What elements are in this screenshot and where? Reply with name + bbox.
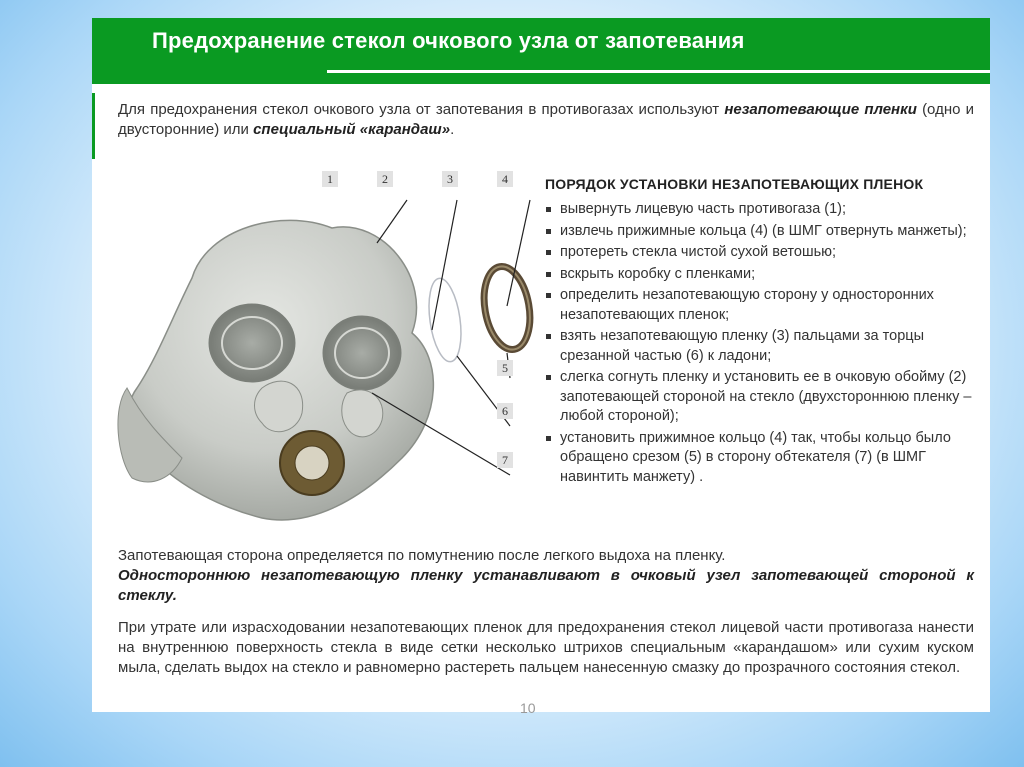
figure-label-2: 2 (377, 171, 393, 187)
figure-label-7: 7 (497, 452, 513, 468)
figure-label-5: 5 (497, 360, 513, 376)
slide (92, 18, 990, 712)
header-underline (327, 70, 990, 73)
step-item: слегка согнуть пленку и установить ее в очковую обойму (2) запотевающей стороной на стекло (двухстороннюю пленку – любой стороной); (542, 368, 982, 427)
step-item: установить прижимное кольцо (4) так, чтобы кольцо было обращено срезом (5) в сторону обтекателя (7) (в ШМГ навинтить манжету) . (542, 429, 982, 488)
antifog-film (424, 276, 465, 363)
step-item: вывернуть лицевую часть противогаза (1); (542, 200, 982, 220)
page-number: 10 (520, 700, 536, 716)
intro-text-2: (одно и двусторонние) или (118, 101, 975, 138)
intro-text-3: . (450, 121, 455, 138)
step-item: взять незапотевающую пленку (3) пальцами за торцы срезанной частью (6) к ладони; (542, 327, 982, 366)
figure-label-3: 3 (442, 171, 458, 187)
intro-text-1: Для предохранения стекол очкового узла от запотевания в противогазах используют (118, 101, 725, 118)
step-item: протереть стекла чистой сухой ветошью; (542, 243, 982, 263)
intro-bold-films: незапотевающие пленки (724, 101, 917, 118)
steps-list (542, 200, 982, 487)
step-item: вскрыть коробку с пленками; (542, 265, 982, 285)
steps-title: ПОРЯДОК УСТАНОВКИ НЕЗАПОТЕВАЮЩИХ ПЛЕНОК (545, 176, 924, 192)
right-fairing (342, 390, 383, 437)
side-accent-bar (92, 93, 95, 159)
header-bar (92, 18, 990, 84)
fogging-side-note: Запотевающая сторона определяется по помутнению после легкого выдоха на пленку. (118, 547, 726, 564)
pencil-instruction: При утрате или израсходовании незапотевающих пленок для предохранения стекол лицевой части противогаза нанести на внутреннюю поверхность стекла в виде сетки несколько штрихов специальным «карандашом» или сухим куском мыла, сделать выдох на стекло и равномерно растереть пальцем нанесенную смазку до прозрачного состояния стекол. (118, 619, 974, 676)
figure-label-1: 1 (322, 171, 338, 187)
single-side-film-note: Одностороннюю незапотевающую пленку устанавливают в очковый узел запотевающей стороной к стеклу. (118, 567, 974, 604)
bottom-text (118, 546, 974, 678)
clamp-ring (478, 263, 536, 353)
figure-label-4: 4 (497, 171, 513, 187)
page-title: Предохранение стекол очкового узла от запотевания (152, 28, 745, 53)
step-item: определить незапотевающую сторону у односторонних незапотевающих пленок; (542, 286, 982, 325)
intro-paragraph (118, 100, 974, 140)
intro-bold-pencil: специальный «карандаш» (253, 121, 451, 138)
gas-mask-figure (112, 158, 542, 548)
figure-label-6: 6 (497, 403, 513, 419)
step-item: извлечь прижимные кольца (4) (в ШМГ отвернуть манжеты); (542, 222, 982, 242)
installation-steps (542, 176, 982, 489)
